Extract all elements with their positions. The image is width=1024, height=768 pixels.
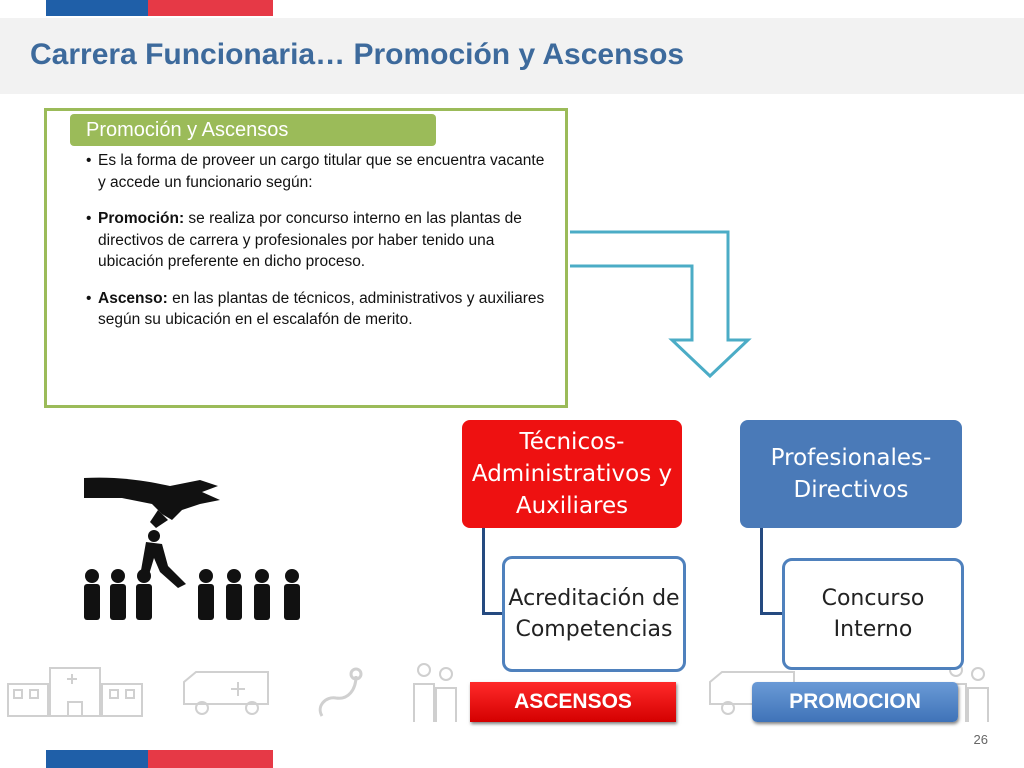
technical-staff-label: Técnicos-Administrativos y Auxiliares xyxy=(471,429,673,519)
flag-strip-bottom-blue xyxy=(46,750,148,768)
professional-staff-box xyxy=(740,420,962,528)
page-title: Carrera Funcionaria… Promoción y Ascensos xyxy=(30,38,685,71)
competency-accreditation-box xyxy=(502,556,686,672)
flag-strip-top-blue xyxy=(46,0,148,16)
bullet-item xyxy=(86,150,546,193)
flag-strip-top-red xyxy=(148,0,273,16)
bullet-text: se realiza por concurso interno en las plantas de directivos de carrera y profesionales por haber tenido una ubicación preferente en dicho proceso. xyxy=(98,210,522,270)
promocion-badge xyxy=(752,682,958,722)
hospital-icon xyxy=(6,662,144,718)
promocion-label: PROMOCION xyxy=(789,690,921,713)
bullet-bold: Promoción: xyxy=(98,210,185,227)
bullet-bold: Ascenso: xyxy=(98,289,168,307)
internal-contest-box xyxy=(782,558,964,670)
bullet-text: en las plantas de técnicos, administrativos y auxiliares según su ubicación en el escalafón de merito. xyxy=(98,289,545,328)
ascensos-badge xyxy=(470,682,676,722)
stethoscope-icon xyxy=(312,666,368,722)
bent-arrow-icon xyxy=(568,228,752,380)
technical-staff-box xyxy=(462,420,682,528)
hand-lifting-person-icon xyxy=(82,474,314,620)
bullet-item xyxy=(86,208,546,273)
bullet-item xyxy=(86,288,546,331)
competency-accreditation-label: Acreditación de Competencias xyxy=(508,586,680,642)
definition-bullets xyxy=(86,150,546,346)
flag-strip-bottom-red xyxy=(148,750,273,768)
medical-staff-icon xyxy=(410,660,460,724)
professional-staff-label: Profesionales-Directivos xyxy=(770,445,932,503)
definition-tab: Promoción y Ascensos xyxy=(70,114,436,146)
internal-contest-label: Concurso Interno xyxy=(821,586,925,642)
bullet-text: Es la forma de proveer un cargo titular que se encuentra vacante y accede un funcionario según: xyxy=(98,152,545,191)
page-number: 26 xyxy=(973,732,988,747)
ascensos-label: ASCENSOS xyxy=(514,690,632,713)
ambulance-icon xyxy=(182,668,272,716)
